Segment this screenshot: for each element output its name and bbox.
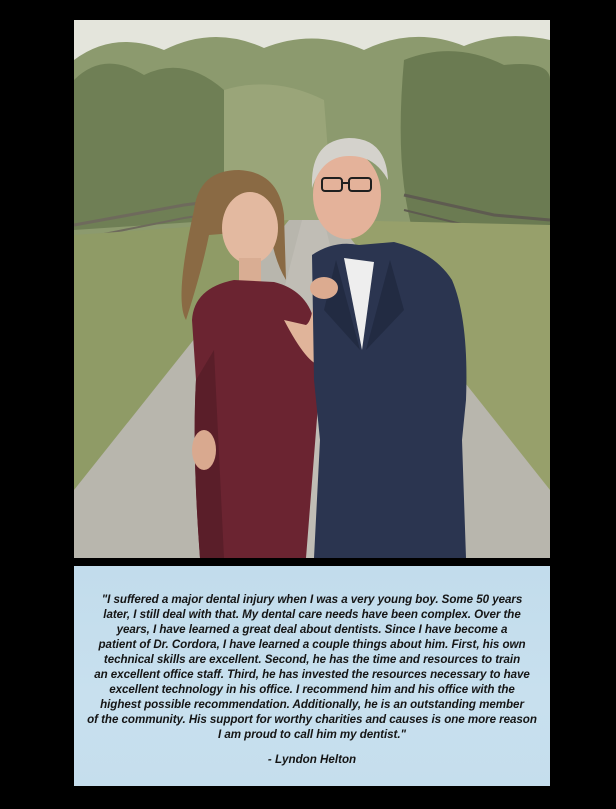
testimonial-quote: "I suffered a major dental injury when I was a very young boy. Some 50 years later, I still deal with that. My dental care needs have been complex. Over the years, I have learned a great deal about dentists. Since I have become a patient of Dr. Cordora, I have learned a couple things about him. First, his own technical skills are excellent. Second, he has the time and resources to train an excellent office staff. Third, he has invested the resources necessary to have excellent technology in his office. I recommend him and his office with the highest possible recommendation. Additionally, he is an outstanding member of the community. His support for worthy charities and causes is one more reason I am proud to call him my dentist.": [87, 593, 537, 741]
testimonial-attribution: - Lyndon Helton: [267, 753, 357, 766]
photo-illustration: [74, 20, 550, 558]
testimonial-card: [74, 566, 550, 786]
couple-portrait-photo: [74, 20, 550, 558]
